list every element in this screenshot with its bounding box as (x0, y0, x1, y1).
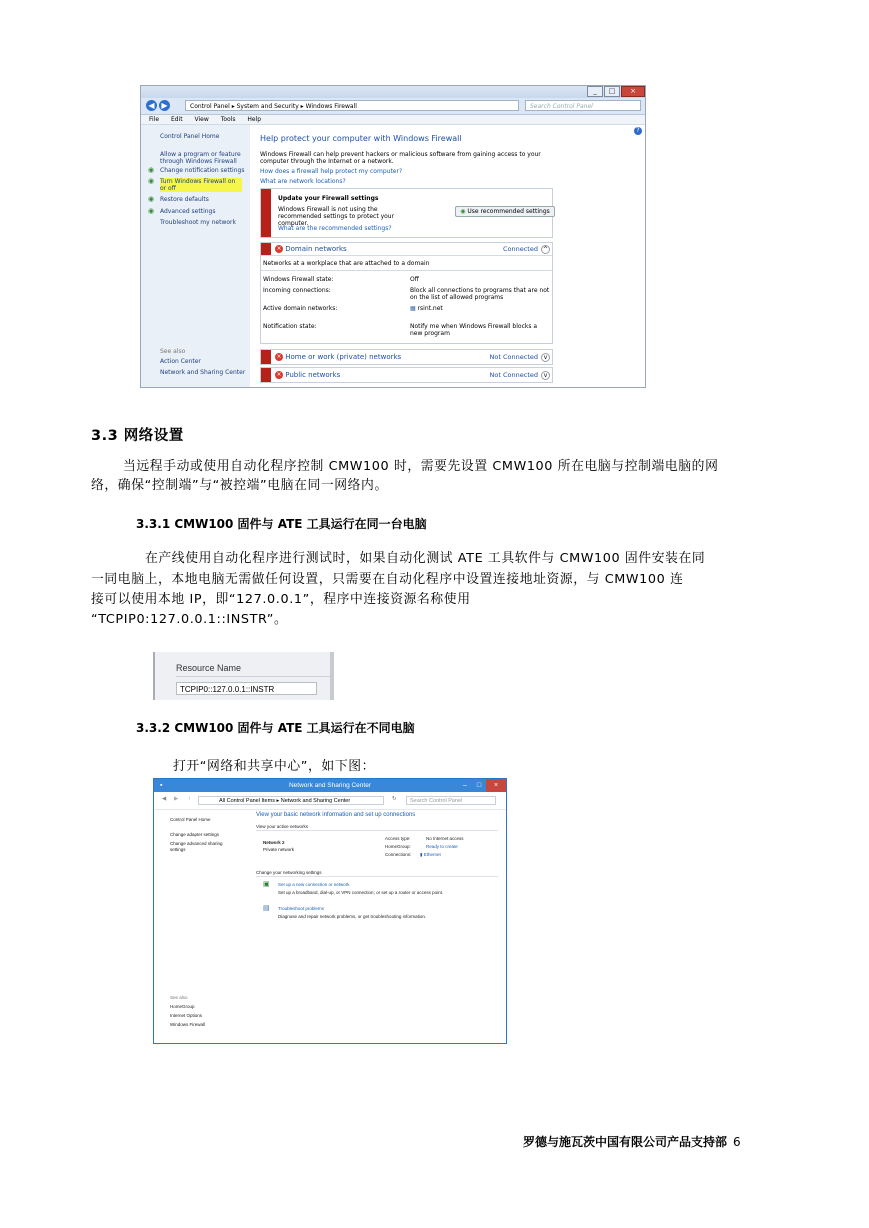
update-panel (260, 188, 553, 238)
network-type: Private network (263, 847, 295, 852)
error-icon: × (276, 371, 282, 378)
page-number: 6 (733, 1135, 741, 1149)
window-controls (458, 779, 506, 792)
minimize-icon[interactable]: – (463, 782, 467, 789)
back-icon[interactable]: ◀ (162, 796, 167, 802)
home-status: Not Connected (489, 353, 538, 361)
access-label: Access type: (385, 836, 411, 841)
domain-desc: Networks at a workplace that are attached to a domain (263, 260, 430, 267)
nsc-address-input[interactable]: All Control Panel Items ▸ Network and Sharing Center (198, 796, 384, 805)
update-text: Windows Firewall is not using the recommended settings to protect your computer. (278, 206, 395, 227)
network-name: Network 2 (263, 840, 285, 845)
nsc-side-homegroup[interactable]: HomeGroup (170, 1004, 195, 1009)
new-connection-icon: ▣ (263, 881, 270, 888)
nsc-see-also: See also (170, 995, 188, 1000)
firewall-screenshot (140, 85, 646, 388)
para1-line2: 络，确保“控制端”与“被控端”电脑在同一网络内。 (91, 478, 388, 493)
menu-bar (141, 115, 645, 125)
subsection-title-1: 3.3.1 CMW100 固件与 ATE 工具运行在同一台电脑 (136, 517, 427, 531)
up-icon[interactable]: ↑ (188, 796, 191, 802)
expand-icon[interactable]: v (541, 371, 550, 380)
para1-line1: 当远程手动或使用自动化程序控制 CMW100 时，需要先设置 CMW100 所在电脑与控制端电脑的网 (123, 459, 719, 474)
error-icon: × (276, 353, 282, 360)
menu-edit[interactable]: Edit (170, 116, 183, 123)
domain-status: Connected (502, 245, 538, 253)
shield-icon: ◉ (148, 207, 155, 215)
status-bar (261, 368, 271, 382)
menu-view[interactable]: View (194, 116, 209, 123)
close-icon[interactable]: × (486, 779, 506, 792)
close-icon[interactable]: × (621, 86, 645, 97)
shield-icon: ◉ (148, 166, 155, 174)
search-input[interactable]: Search Control Panel (525, 100, 641, 111)
minimize-icon[interactable]: _ (587, 86, 603, 97)
nsc-titlebar (154, 779, 506, 792)
recommended-link[interactable]: What are the recommended settings? (278, 225, 392, 232)
resource-screenshot (153, 652, 334, 700)
resource-input[interactable]: TCPIP0::127.0.0.1::INSTR (176, 682, 317, 695)
firewall-sidebar (141, 125, 250, 387)
para3: 打开“网络和共享中心”，如下图： (173, 759, 376, 774)
para2-line4: “TCPIP0:127.0.0.1::INSTR”。 (91, 612, 288, 627)
troubleshoot-icon: ▤ (263, 905, 270, 912)
firewall-address-bar (141, 98, 645, 115)
domain-panel (260, 242, 553, 344)
nsc-side-advanced[interactable]: Change advanced sharing settings (170, 841, 223, 852)
para2-line2: 一同电脑上，本地电脑无需做任何设置，只需要在自动化程序中设置连接地址资源，与 CMW100 连 (91, 572, 684, 587)
nsc-address-bar (154, 792, 506, 810)
forward-icon[interactable]: ▶ (159, 100, 170, 111)
maximize-icon[interactable]: □ (604, 86, 620, 97)
sidebar-notif[interactable]: Change notification settings (160, 167, 245, 174)
help-icon[interactable]: ? (634, 127, 642, 135)
divider (256, 876, 498, 877)
scrollbar[interactable] (330, 652, 334, 700)
nsc-search-input[interactable]: Search Control Panel (406, 796, 496, 805)
public-status: Not Connected (489, 371, 538, 379)
update-title: Update your Firewall settings (278, 195, 379, 202)
active-label: Active domain networks: (263, 305, 338, 312)
network-icon: ▦ (410, 305, 416, 312)
sidebar-action-center[interactable]: Action Center (160, 358, 201, 365)
back-icon[interactable]: ◀ (146, 100, 157, 111)
public-name: Public networks (285, 371, 341, 379)
home-header[interactable] (275, 353, 401, 361)
troubleshoot-link[interactable]: Troubleshoot problems (278, 906, 324, 911)
divider (261, 255, 552, 256)
ethernet-label: Ethernet (423, 852, 441, 857)
incoming-label: Incoming connections: (263, 287, 331, 294)
home-name: Home or work (private) networks (285, 353, 402, 361)
setup-desc: Set up a broadband, dial-up, or VPN connection; or set up a router or access point. (278, 890, 444, 895)
sidebar-allow[interactable]: Allow a program or feature through Windows Firewall (160, 151, 241, 165)
ethernet-link[interactable] (420, 852, 441, 858)
shield-icon: ◉ (460, 208, 468, 215)
nsc-side-internet[interactable]: Internet Options (170, 1013, 203, 1018)
public-panel (260, 367, 553, 383)
divider (176, 676, 330, 677)
refresh-icon[interactable]: ↻ (392, 796, 397, 802)
resource-header: Resource Name (176, 663, 242, 673)
app-icon: ▪ (160, 782, 163, 789)
collapse-icon[interactable]: ^ (542, 246, 549, 253)
para2-line3: 接可以使用本地 IP，即“127.0.0.1”，程序中连接资源名称使用 (91, 592, 471, 607)
change-settings-label: Change your networking settings (256, 870, 322, 875)
nsc-side-home[interactable]: Control Panel Home (170, 817, 211, 822)
public-header[interactable] (275, 371, 340, 379)
sidebar-troubleshoot[interactable]: Troubleshoot my network (160, 219, 236, 226)
status-bar (261, 350, 271, 364)
state-label: Windows Firewall state: (263, 276, 334, 283)
active-network: rsint.net (417, 305, 443, 312)
menu-tools[interactable]: Tools (220, 116, 236, 123)
firewall-titlebar (141, 86, 645, 98)
firewall-main (250, 125, 645, 387)
shield-icon: ◉ (148, 177, 155, 185)
nsc-side-firewall[interactable]: Windows Firewall (170, 1022, 206, 1027)
setup-connection-link[interactable]: Set up a new connection or network (278, 882, 350, 887)
state-value: Off (410, 276, 419, 283)
nsc-screenshot (153, 778, 507, 1044)
status-bar (261, 243, 271, 255)
para2-line1: 在产线使用自动化程序进行测试时，如果自动化测试 ATE 工具软件与 CMW100 固件安装在同 (145, 551, 706, 566)
section-title: 3.3 网络设置 (91, 428, 184, 444)
ethernet-icon: ▮ (420, 852, 423, 857)
use-recommended-button[interactable] (455, 206, 555, 217)
nsc-title: Network and Sharing Center (288, 782, 371, 789)
nsc-side-adapter[interactable]: Change adapter settings (170, 832, 220, 837)
notification-label: Notification state: (263, 323, 317, 330)
error-icon: × (276, 245, 282, 252)
nsc-heading: View your basic network information and set up connections (256, 812, 416, 818)
window-controls (586, 86, 645, 96)
domain-header[interactable] (275, 245, 347, 253)
domain-name: Domain networks (285, 245, 347, 253)
network-locations-link[interactable]: What are network locations? (260, 178, 346, 185)
sidebar-nsc[interactable]: Network and Sharing Center (160, 369, 246, 376)
footer-company: 罗德与施瓦茨中国有限公司产品支持部 (523, 1135, 728, 1149)
use-recommended-label: Use recommended settings (467, 208, 550, 215)
shield-icon: ◉ (148, 195, 155, 203)
incoming-value: Block all connections to programs that are not on the list of allowed programs (410, 287, 550, 301)
sidebar-home[interactable]: Control Panel Home (160, 133, 220, 140)
homegroup-label: HomeGroup: (385, 844, 411, 849)
divider (261, 270, 552, 271)
maximize-icon[interactable]: □ (476, 782, 482, 789)
status-bar (261, 189, 271, 237)
sidebar-restore[interactable]: Restore defaults (160, 196, 209, 203)
troubleshoot-desc: Diagnose and repair network problems, or get troubleshooting information. (278, 914, 427, 919)
subsection-title-2: 3.3.2 CMW100 固件与 ATE 工具运行在不同电脑 (136, 721, 415, 735)
sidebar-advanced[interactable]: Advanced settings (160, 208, 216, 215)
active-value (410, 305, 443, 312)
firewall-heading: Help protect your computer with Windows Firewall (260, 134, 462, 143)
firewall-help-link[interactable]: How does a firewall help protect my computer? (260, 168, 403, 175)
menu-file[interactable]: File (149, 116, 160, 123)
page-footer (523, 1133, 741, 1150)
divider (256, 830, 498, 831)
address-input[interactable]: Control Panel ▸ System and Security ▸ Windows Firewall (185, 100, 519, 111)
active-networks-label: View your active networks (256, 824, 308, 829)
homegroup-link[interactable]: Ready to create (426, 844, 458, 849)
access-value: No Internet access (426, 836, 464, 841)
home-panel (260, 349, 553, 365)
sidebar-turn-on-off[interactable]: Turn Windows Firewall on or off (160, 178, 242, 192)
notification-value: Notify me when Windows Firewall blocks a new program (410, 323, 538, 337)
nsc-body (154, 810, 506, 1043)
menu-help[interactable]: Help (247, 116, 262, 123)
connections-label: Connections: (385, 852, 412, 857)
firewall-intro: Windows Firewall can help prevent hackers or malicious software from gaining access to your computer through the Internet or a network. (260, 151, 541, 165)
forward-icon[interactable]: ▶ (174, 796, 179, 802)
expand-icon[interactable]: v (541, 353, 550, 362)
see-also-label: See also (160, 348, 186, 355)
